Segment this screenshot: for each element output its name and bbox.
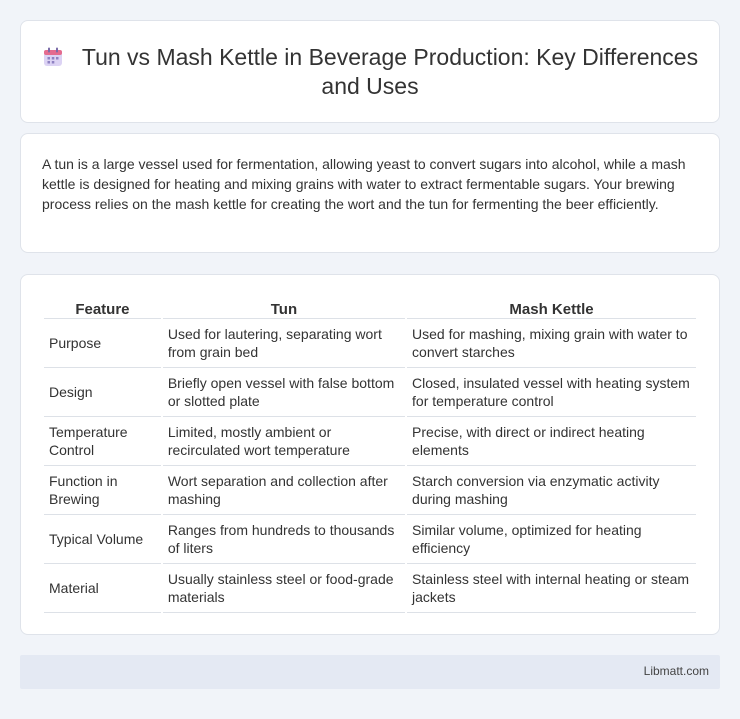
calendar-icon	[42, 46, 64, 68]
mash-kettle-cell: Closed, insulated vessel with heating system for temperature control	[407, 368, 696, 417]
table-row	[44, 515, 696, 564]
table-row	[44, 417, 696, 466]
page-title	[21, 43, 719, 101]
mash-kettle-cell: Starch conversion via enzymatic activity during mashing	[407, 466, 696, 515]
page-title-text: Tun vs Mash Kettle in Beverage Production: Key Differences and Uses	[81, 44, 699, 99]
feature-cell: Typical Volume	[44, 515, 161, 564]
tun-cell: Used for lautering, separating wort from grain bed	[163, 319, 405, 368]
comparison-card	[20, 274, 720, 635]
intro-text: A tun is a large vessel used for fermentation, allowing yeast to convert sugars into alcohol, while a mash kettle is designed for heating and mixing grains with water to extract fermentable sugars. Your brewing process relies on the mash kettle for creating the wort and the tun for fermenting the beer efficiently.	[42, 156, 686, 212]
header-mash-kettle: Mash Kettle	[407, 295, 696, 319]
feature-cell: Function in Brewing	[44, 466, 161, 515]
intro-card	[20, 133, 720, 253]
tun-cell: Wort separation and collection after mashing	[163, 466, 405, 515]
tun-cell: Ranges from hundreds to thousands of liters	[163, 515, 405, 564]
feature-cell: Design	[44, 368, 161, 417]
feature-cell: Temperature Control	[44, 417, 161, 466]
feature-cell: Material	[44, 564, 161, 613]
footer-brand: Libmatt.com	[643, 664, 709, 678]
mash-kettle-cell: Used for mashing, mixing grain with water to convert starches	[407, 319, 696, 368]
table-row	[44, 466, 696, 515]
table-row	[44, 319, 696, 368]
tun-cell: Usually stainless steel or food-grade materials	[163, 564, 405, 613]
comparison-table	[42, 295, 698, 613]
mash-kettle-cell: Precise, with direct or indirect heating elements	[407, 417, 696, 466]
table-row	[44, 368, 696, 417]
tun-cell: Limited, mostly ambient or recirculated wort temperature	[163, 417, 405, 466]
header-card	[20, 20, 720, 123]
feature-cell: Purpose	[44, 319, 161, 368]
tun-cell: Briefly open vessel with false bottom or slotted plate	[163, 368, 405, 417]
mash-kettle-cell: Stainless steel with internal heating or steam jackets	[407, 564, 696, 613]
title-wrap	[21, 43, 719, 101]
header-feature: Feature	[44, 295, 161, 319]
table-header-row	[44, 295, 696, 319]
header-tun: Tun	[163, 295, 405, 319]
table-row	[44, 564, 696, 613]
footer-bar	[20, 655, 720, 689]
mash-kettle-cell: Similar volume, optimized for heating efficiency	[407, 515, 696, 564]
